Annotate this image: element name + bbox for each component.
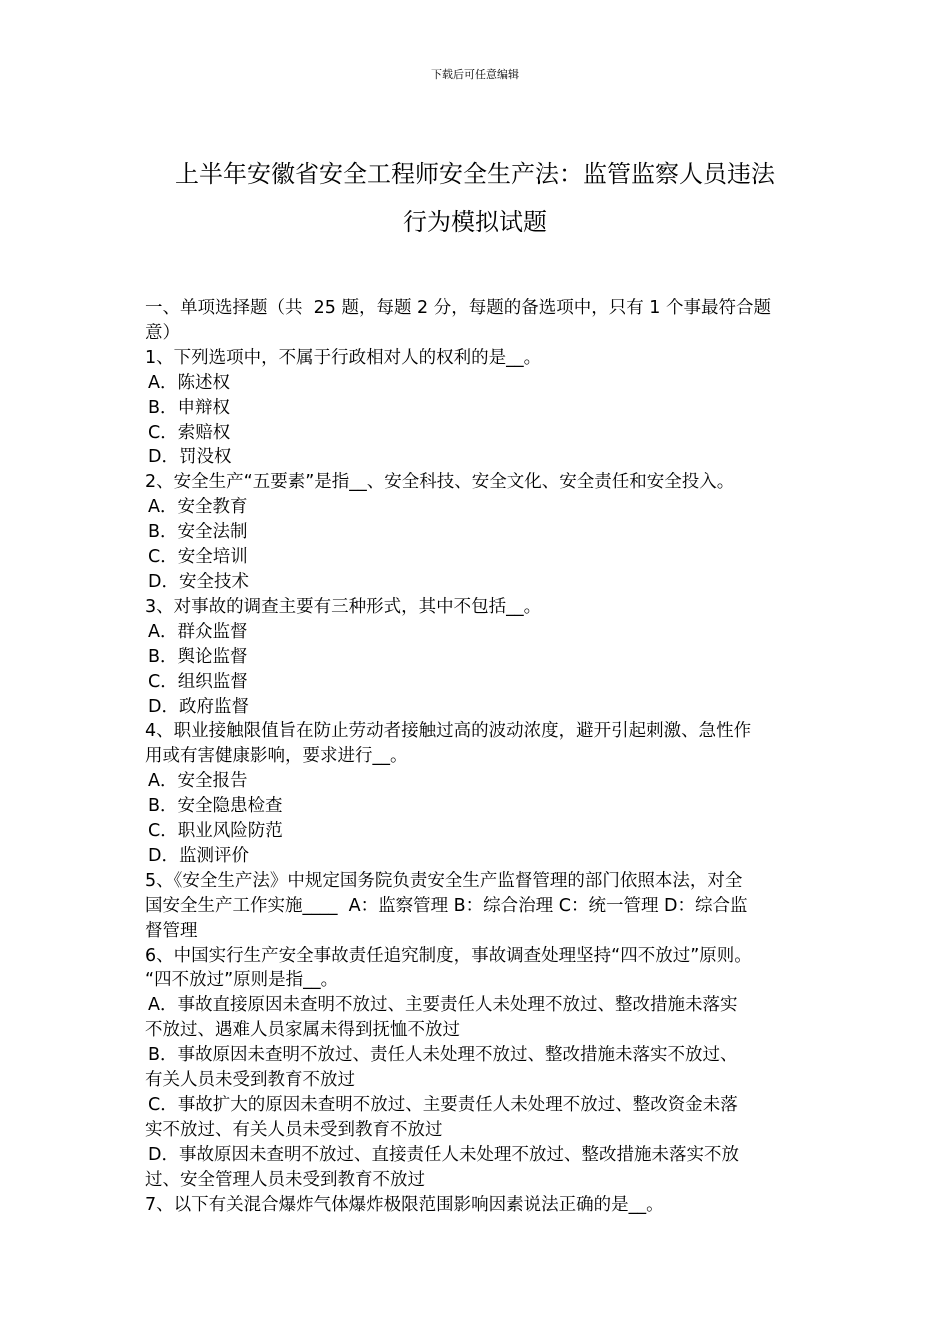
section-heading-line-1: 一、单项选择题（共 25 题，每题 2 分，每题的备选项中，只有 1 个事最符合题 xyxy=(145,298,771,318)
page-header-note: 下载后可任意编辑 xyxy=(431,68,519,81)
title-line-2: 行为模拟试题 xyxy=(403,208,547,236)
answer-option-line: D．事故原因未查明不放过、直接责任人未处理不放过、整改措施未落实不放 xyxy=(148,1144,739,1165)
question-stem-line: 7、以下有关混合爆炸气体爆炸极限范围影响因素说法正确的是__。 xyxy=(145,1194,664,1215)
answer-option-line: 有关人员未受到教育不放过 xyxy=(145,1070,355,1091)
question-block xyxy=(145,869,810,944)
question-stem-line: 3、对事故的调查主要有三种形式，其中不包括__。 xyxy=(145,596,542,617)
question-stem-line: 用或有害健康影响，要求进行__。 xyxy=(145,746,408,767)
title-line-1: 上半年安徽省安全工程师安全生产法：监管监察人员违法 xyxy=(175,160,775,188)
question-stem-line: “四不放过”原则是指__。 xyxy=(145,970,339,991)
answer-option-line: 实不放过、有关人员未受到教育不放过 xyxy=(145,1119,443,1140)
question-stem-line: 2、安全生产“五要素”是指__、安全科技、安全文化、安全责任和安全投入。 xyxy=(145,472,735,493)
question-block xyxy=(145,1193,810,1218)
question-stem-line: 6、中国实行生产安全事故责任追究制度，事故调查处理坚持“四不放过”原则。 xyxy=(145,945,752,966)
question-stem-line: 4、职业接触限值旨在防止劳动者接触过高的波动浓度，避开引起刺激、急性作 xyxy=(145,721,752,742)
answer-option-line: D．监测评价 xyxy=(148,845,249,866)
answer-option-line: D．政府监督 xyxy=(148,696,249,717)
question-block xyxy=(145,346,810,471)
question-stem-line: 国安全生产工作实施____ A：监察管理 B：综合治理 C：统一管理 D：综合监 xyxy=(145,895,748,916)
answer-option-line: C．索赔权 xyxy=(148,422,231,443)
question-stem-line: 1、下列选项中，不属于行政相对人的权利的是__。 xyxy=(145,347,542,368)
answer-option-line: C．组织监督 xyxy=(148,671,248,692)
answer-option-line: B．安全隐患检查 xyxy=(148,796,283,817)
answer-option-line: A．事故直接原因未查明不放过、主要责任人未处理不放过、整改措施未落实 xyxy=(148,995,738,1016)
answer-option-line: A．群众监督 xyxy=(148,621,248,642)
answer-option-line: A．陈述权 xyxy=(148,372,230,393)
answer-option-line: B．事故原因未查明不放过、责任人未处理不放过、整改措施未落实不放过、 xyxy=(148,1045,738,1066)
answer-option-line: C．安全培训 xyxy=(148,547,248,568)
answer-option-line: B．申辩权 xyxy=(148,397,231,418)
answer-option-line: D．安全技术 xyxy=(148,571,249,592)
question-block xyxy=(145,595,810,720)
answer-option-line: A．安全教育 xyxy=(148,497,248,518)
answer-option-line: C．职业风险防范 xyxy=(148,821,283,842)
answer-option-line: D．罚没权 xyxy=(148,447,232,468)
question-stem-line: 5、《安全生产法》中规定国务院负责安全生产监督管理的部门依照本法，对全 xyxy=(145,870,743,891)
answer-option-line: B．舆论监督 xyxy=(148,646,248,667)
section-heading-line-2: 意） xyxy=(145,322,180,343)
question-block xyxy=(145,719,810,868)
answer-option-line: A．安全报告 xyxy=(148,771,248,792)
answer-option-line: 不放过、遇难人员家属未得到抚恤不放过 xyxy=(145,1020,460,1041)
answer-option-line: B．安全法制 xyxy=(148,522,248,543)
question-block xyxy=(145,470,810,595)
document-title xyxy=(100,150,850,246)
question-list xyxy=(145,296,810,1218)
question-block xyxy=(145,944,810,1193)
question-stem-line: 督管理 xyxy=(145,920,198,941)
answer-option-line: 过、安全管理人员未受到教育不放过 xyxy=(145,1169,425,1190)
answer-option-line: C．事故扩大的原因未查明不放过、主要责任人未处理不放过、整改资金未落 xyxy=(148,1095,738,1115)
